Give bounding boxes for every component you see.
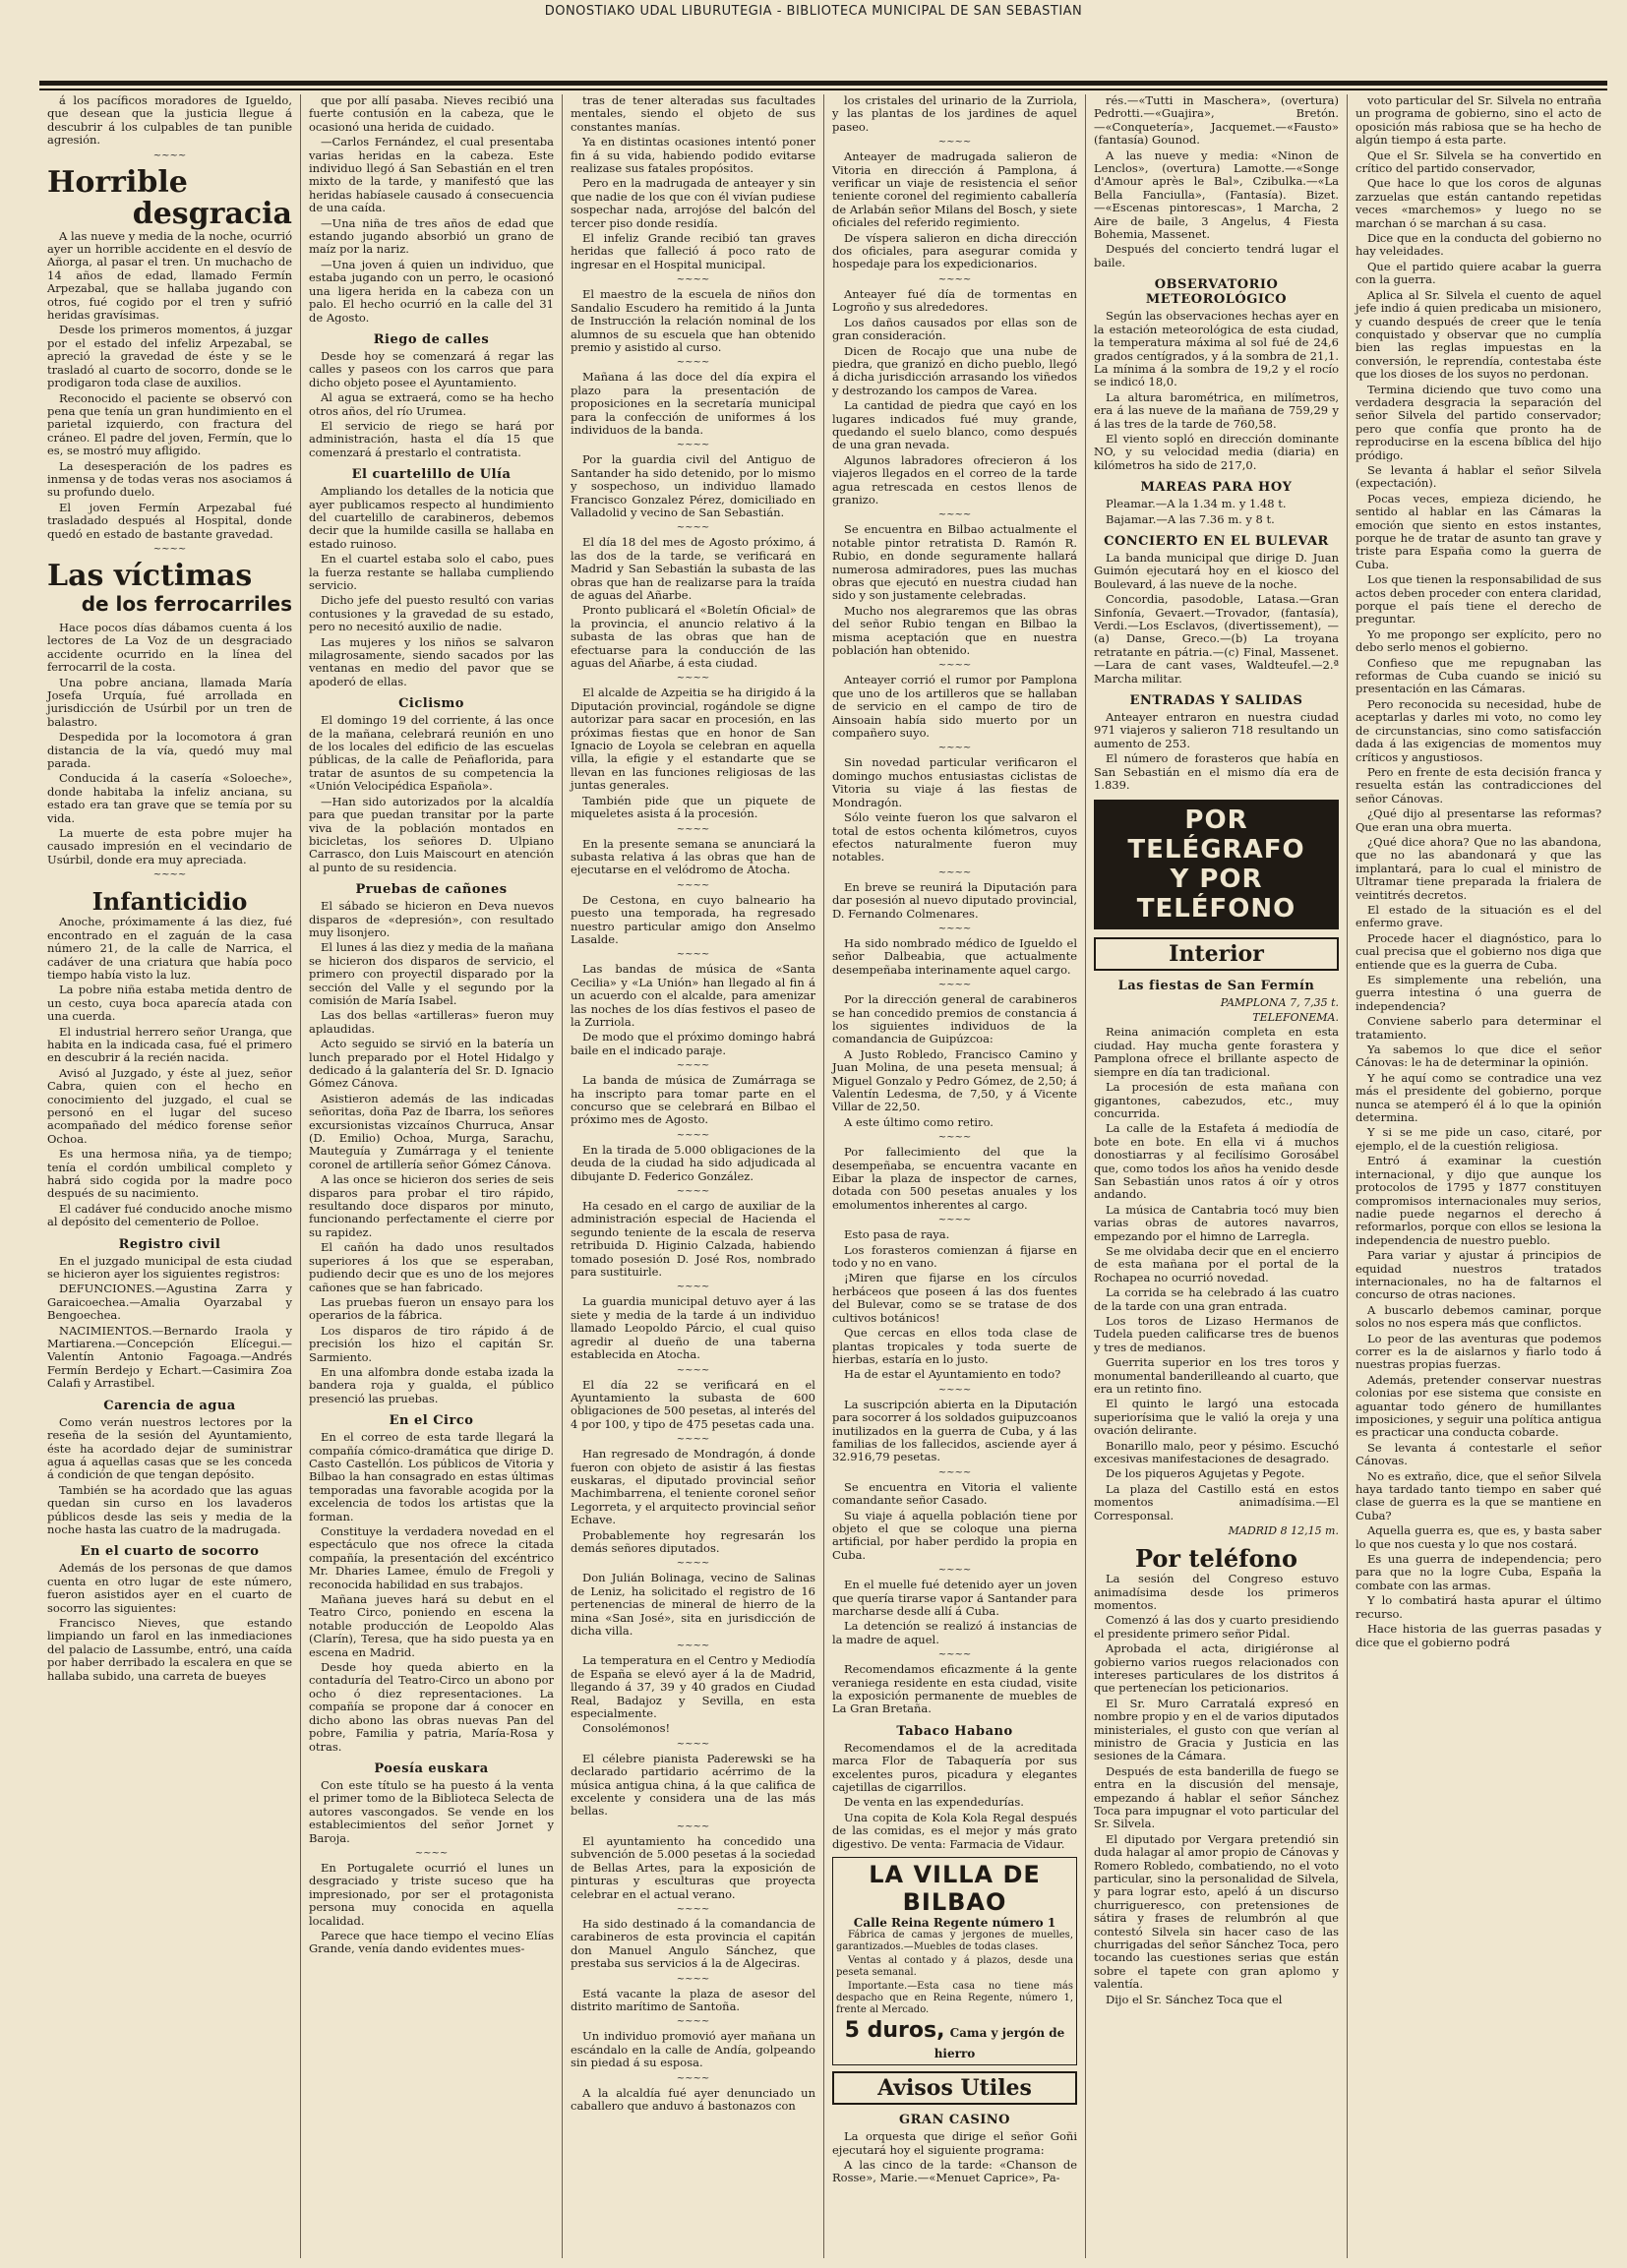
article-paragraph: Las bandas de música de «Santa Cecilia» y «La Unión» han llegado al fin á un acuerdo con el alcalde, para amenizar las noches de los días festivos el paseo de la Zurriola. xyxy=(571,962,815,1029)
article-paragraph: Algunos labradores ofrecieron á los viajeros llegados en el correo de la tarde agua retrescada en cestos llenos de granizo. xyxy=(832,452,1077,507)
article-paragraph: La corrida se ha celebrado á las cuatro de la tarde con una gran entrada. xyxy=(1094,1285,1339,1313)
article-paragraph: En la presente semana se anunciará la subasta relativa á las obras que han de ejecutarse en el velódromo de Atocha. xyxy=(571,836,815,877)
article-paragraph: Ha de estar el Ayuntamiento en todo? xyxy=(844,1367,1061,1382)
ornament: ~~~~ xyxy=(676,879,710,891)
article-paragraph: La orquesta que dirige el señor Goñi ejecutará hoy el siguiente programa: xyxy=(832,2129,1077,2157)
article-paragraph: Conviene saberlo para determinar el tratamiento. xyxy=(1356,1014,1601,1042)
dateline-telefonema: TELEFONEMA. xyxy=(1252,1011,1339,1025)
article-paragraph: A Justo Robledo, Francisco Camino y Juan Molina, de una peseta mensual; á Miguel Gonzalo y Pedro Gómez, de 2,50; á Valentín Ledesma, de 7,50, y á Vicente Villar de 22,50. xyxy=(832,1046,1077,1114)
article-paragraph: La cantidad de piedra que cayó en los lugares indicados fué muy grande, quedando el suelo blanco, como después de una gran nevada. xyxy=(832,398,1077,452)
article-paragraph: Conducida á la casería «Soloeche», donde habitaba la infeliz anciana, su estado era tan grave que se temía por su vida. xyxy=(47,771,292,825)
article-paragraph: Y he aquí como se contradice una vez más el presidente del gobierno, porque nunca se atemperó él á lo que la opinión determina. xyxy=(1356,1070,1601,1125)
article-paragraph: El maestro de la escuela de niños don Sandalio Escudero ha remitido á la Junta de Instrucción la relación nominal de los alumnos de su escuela que han obtenido premio y asistido al curso. xyxy=(571,287,815,354)
article-paragraph: Mañana á las doce del día expira el plazo para la presentación de proposiciones en la secretaría municipal para la confección de uniformes á los individuos de la banda. xyxy=(571,370,815,437)
article-paragraph: Ha cesado en el cargo de auxiliar de la administración especial de Hacienda el segundo teniente de la escala de reserva retribuida D. Higinio Calzada, habiendo tomado posesión D. José Ros, nombrado para sustituirle. xyxy=(571,1199,815,1280)
article-paragraph: Es una hermosa niña, ya de tiempo; tenía el cordón umbilical completo y habrá sido cogida por la madre poco después de su nacimiento. xyxy=(47,1147,292,1201)
headline-por-telefono: Por teléfono xyxy=(1135,1544,1297,1574)
article-paragraph: De los piqueros Agujetas y Pegote. xyxy=(1106,1466,1305,1481)
article-paragraph: Mucho nos alegraremos que las obras del señor Rubio tengan en Bilbao la misma aceptación que en nuestra población han obtenido. xyxy=(832,603,1077,658)
article-paragraph: Se me olvidaba decir que en el encierro de esta mañana por el portal de la Rochapea no ocurrió novedad. xyxy=(1094,1243,1339,1284)
column-1 xyxy=(39,94,301,2258)
article-paragraph: El estado de la situación es el del enfermo grave. xyxy=(1356,902,1601,930)
article-paragraph: A las once se hicieron dos series de seis disparos para probar el tiro rápido, resultando doce disparos por minuto, funcionando perfectamente el cierre por su rapidez. xyxy=(309,1172,554,1239)
article-paragraph: Pleamar.—A la 1.34 m. y 1.48 t. xyxy=(1106,497,1287,511)
section-title-interior: Interior xyxy=(1094,937,1339,971)
section-title-bulevar: CONCIERTO EN EL BULEVAR xyxy=(1104,533,1329,549)
article-paragraph: Es una guerra de independencia; pero para que no la logre Cuba, España la combate con las armas. xyxy=(1356,1552,1601,1592)
columns xyxy=(39,94,1613,2258)
article-paragraph: Entró á examinar la cuestión internacional, y dijo que aunque los protocolos de 1795 y 1877 constituyen compromisos internacionales muy serios, nadie puede negarnos el derecho á reformarlos, porque con ellos se lesiona la independencia de nuestro pueblo. xyxy=(1356,1154,1601,1247)
section-title-mareas: MAREAS PARA HOY xyxy=(1140,480,1293,496)
article-paragraph: Parece que hace tiempo el vecino Elías Grande, venía dando evidentes mues- xyxy=(309,1928,554,1956)
article-paragraph: Concordia, pasodoble, Latasa.—Gran Sinfonía, Gevaert.—Trovador, (fantasía), Verdi.—Los Esclavos, (divertissement), —(a) Danse, Greco.—(b) La troyana retratante en pátria.—(c) Final, Massenet.—Lara de cant vases, Waldteufel.—2.ª Marcha militar. xyxy=(1094,592,1339,686)
article-paragraph: Los toros de Lizaso Hermanos de Tudela pueden calificarse tres de buenos y tres de medianos. xyxy=(1094,1314,1339,1354)
article-paragraph: La muerte de esta pobre mujer ha causado impresión en el vecindario de Usúrbil, donde era muy apreciada. xyxy=(47,826,292,866)
article-paragraph: La banda de música de Zumárraga se ha inscripto para tomar parte en el concurso que se celebrará en Bilbao el próximo mes de Agosto. xyxy=(571,1073,815,1127)
article-paragraph: Se levanta á contestarle el señor Cánovas. xyxy=(1356,1440,1601,1468)
article-paragraph: Es simplemente una rebelión, una guerra intestina ó una guerra de independencia? xyxy=(1356,973,1601,1013)
article-paragraph: ¿Qué dice ahora? Que no las abandona, que no las abandonará y que las implantará, para lo cual el ministro de Ultramar tiene preparada la frialera de veintitrés decretos. xyxy=(1356,834,1601,902)
article-paragraph: El industrial herrero señor Uranga, que habita en la indicada casa, fué el primero en descubrir á la recién nacida. xyxy=(47,1024,292,1065)
article-paragraph: Dijo el Sr. Sánchez Toca que el xyxy=(1106,1992,1283,2006)
advertisement-villa-bilbao xyxy=(832,1857,1077,2065)
article-paragraph: El joven Fermín Arpezabal fué trasladado después al Hospital, donde quedó en estado de bastante gravedad. xyxy=(47,500,292,541)
article-paragraph: La música de Cantabria tocó muy bien varias obras de autores navarros, empezando por el himno de Larregla. xyxy=(1094,1202,1339,1243)
article-paragraph: El Sr. Muro Carratalá expresó en nombre propio y en el de varios diputados ministeriales, el gusto con que verían al ministro de Gracia y Justicia en las sesiones de la Cámara. xyxy=(1094,1696,1339,1763)
article-paragraph: Su viaje á aquella población tiene por objeto el que se coloque una pierna artificial, por haber perdido la propia en Cuba. xyxy=(832,1508,1077,1562)
article-paragraph: Reina animación completa en esta ciudad. Hay mucha gente forastera y Pamplona ofrece el brillante aspecto de siempre en día tan tradicional. xyxy=(1094,1025,1339,1079)
ornament: ~~~~ xyxy=(676,440,710,451)
article-paragraph: La temperatura en el Centro y Mediodía de España se elevó ayer á la de Madrid, llegando á 37, 39 y 40 grados en Ciudad Real, Badajoz y Sevilla, en esta especialmente. xyxy=(571,1653,815,1721)
ornament: ~~~~ xyxy=(937,1384,972,1396)
article-paragraph: La calle de la Estafeta á mediodía de bote en bote. En ella vi á muchos donostiarras y al fecilísimo Gorosábel que, como todos los años ha venido desde San Sebastián unos ratos á oír y otros andando. xyxy=(1094,1121,1339,1202)
ornament: ~~~~ xyxy=(676,2072,710,2084)
telegraph-banner-line-2: Y POR TELÉFONO xyxy=(1136,865,1296,925)
ornament: ~~~~ xyxy=(676,673,710,685)
article-paragraph: Las dos bellas «artilleras» fueron muy aplaudidas. xyxy=(309,1008,554,1036)
article-paragraph: Anteayer entraron en nuestra ciudad 971 viajeros y salieron 718 resultando un aumento de 253. xyxy=(1094,710,1339,750)
article-paragraph: El célebre pianista Paderewski se ha declarado partidario acérrimo de la música antigua china, á la que califica de excelente y considera una de las más bellas. xyxy=(571,1751,815,1819)
article-paragraph: Después del concierto tendrá lugar el baile. xyxy=(1094,242,1339,269)
ornament: ~~~~ xyxy=(152,543,187,555)
section-title-ulia: El cuartelillo de Ulía xyxy=(351,467,512,483)
article-paragraph: Se encuentra en Vitoria el valiente comandante señor Casado. xyxy=(832,1479,1077,1508)
ornament: ~~~~ xyxy=(937,1132,972,1144)
ornament: ~~~~ xyxy=(676,274,710,286)
ornament: ~~~~ xyxy=(676,522,710,534)
article-paragraph: De venta en las expendedurías. xyxy=(844,1795,1024,1810)
article-paragraph: Que el partido quiere acabar la guerra con la guerra. xyxy=(1356,259,1601,287)
article-paragraph: —Una joven á quien un individuo, que estaba jugando con un perro, le ocasionó una ligera herida en la cabeza con un palo. El hecho ocurrió en la calle del 31 de Agosto. xyxy=(309,257,554,325)
article-paragraph: Ya en distintas ocasiones intentó poner fin á su vida, habiendo podido evitarse realizase sus fatales propósitos. xyxy=(571,135,815,176)
column-2 xyxy=(301,94,563,2258)
article-paragraph: Ya sabemos lo que dice el señor Cánovas: le ha de determinar la opinión. xyxy=(1356,1043,1601,1070)
article-paragraph: NACIMIENTOS.—Bernardo Iraola y Martiarena.—Concepción Elícegui.—Valentín Antonio Fagoaga.—Andrés Fermín Berdejo y Echart.—Casimira Zoa Calafi y Arrastibel. xyxy=(47,1323,292,1391)
article-paragraph: Procede hacer el diagnóstico, para lo cual precisa que el gobierno nos diga que entiende que es la guerra de Cuba. xyxy=(1356,930,1601,972)
ornament: ~~~~ xyxy=(937,660,972,672)
ad-title: LA VILLA DE BILBAO xyxy=(869,1861,1041,1917)
ornament: ~~~~ xyxy=(676,1641,710,1652)
article-paragraph: En breve se reunirá la Diputación para dar posesión al nuevo diputado provincial, D. Fernando Colmenares. xyxy=(832,879,1077,921)
telegraph-banner-line-1: POR TELÉGRAFO xyxy=(1127,806,1305,865)
article-paragraph: —Han sido autorizados por la alcaldía para que puedan transitar por la parte viva de la población montados en bicicletas, los señores D. Ulpiano Carrasco, don Luis Maiscourt en atención al punto de su residencia. xyxy=(309,794,554,874)
section-title-tabaco: Tabaco Habano xyxy=(896,1723,1013,1739)
article-paragraph: Para variar y ajustar á principios de equidad nuestros tratados internacionales, no ha de faltarnos el concurso de otras naciones. xyxy=(1356,1248,1601,1302)
article-paragraph: La sesión del Congreso estuvo animadísima desde los primeros momentos. xyxy=(1094,1572,1339,1612)
article-paragraph: A buscarlo debemos caminar, porque solos no nos espera más que conflictos. xyxy=(1356,1302,1601,1331)
ornament: ~~~~ xyxy=(937,866,972,878)
article-paragraph: Consolémonos! xyxy=(582,1721,671,1736)
article-paragraph: No es extraño, dice, que el señor Silvela haya tardado tanto tiempo en saber qué clase de guerra es la que se mantiene en Cuba? xyxy=(1356,1468,1601,1522)
dateline-madrid: MADRID 8 12,15 m. xyxy=(1228,1524,1339,1538)
article-paragraph: El lunes á las diez y media de la mañana se hicieron dos disparos de servicio, el primero con proyectil disparado por la sección del Valle y el segundo por la comisión de María Isabel. xyxy=(309,940,554,1007)
article-paragraph: Asistieron además de las indicadas señoritas, doña Paz de Ibarra, los señores excursionistas vizcaínos Churruca, Ansar (D. Emilio) Ochoa, Murga, Sarachu, Mauteguía y Zumárraga y el teniente coronel de artillería señor Gómez Cánova. xyxy=(309,1091,554,1171)
article-paragraph: Yo me propongo ser explícito, pero no debo serlo menos el gobierno. xyxy=(1356,627,1601,655)
article-paragraph: La suscripción abierta en la Diputación para socorrer á los soldados guipuzcoanos inutilizados en la guerra de Cuba, y á las familias de los fallecidos, asciende ayer á 32.916,79 pesetas. xyxy=(832,1397,1077,1464)
section-title-carencia: Carencia de agua xyxy=(103,1398,236,1413)
ornament: ~~~~ xyxy=(937,1466,972,1478)
article-paragraph: Se levanta á hablar el señor Silvela (expectación). xyxy=(1356,462,1601,491)
article-paragraph: De Cestona, en cuyo balneario ha puesto una temporada, ha regresado nuestro particular amigo don Anselmo Lasalde. xyxy=(571,892,815,946)
article-paragraph: Bajamar.—A las 7.36 m. y 8 t. xyxy=(1106,511,1275,526)
article-paragraph: Hace historia de las guerras pasadas y dice que el gobierno podrá xyxy=(1356,1622,1601,1649)
article-paragraph: El sábado se hicieron en Deva nuevos disparos de «depresión», con resultado muy lisonjero. xyxy=(309,899,554,939)
article-paragraph: Pero en la madrugada de anteayer y sin que nadie de los que con él vivían pudiese sospechar nada, arrojóse del balcón del tercer piso donde residía. xyxy=(571,176,815,230)
ornament: ~~~~ xyxy=(937,1215,972,1226)
article-paragraph: rés.—«Tutti in Maschera», (overtura) Pedrotti.—«Guajira», Bretón.—«Conquetería», Jacquemet.—«Fausto» (fantasía) Gounod. xyxy=(1094,94,1339,148)
section-title-circo: En el Circo xyxy=(389,1413,474,1429)
article-paragraph: En el cuartel estaba solo el cabo, pues la fuerza restante se hallaba cumpliendo servicio. xyxy=(309,552,554,592)
article-paragraph: ¡Miren que fijarse en los círculos herbáceos que poseen á las dos fuentes del Bulevar, como se se tratase de dos cultivos botánicos! xyxy=(832,1271,1077,1325)
article-paragraph: A la alcaldía fué ayer denunciado un caballero que anduvo á bastonazos con xyxy=(571,2085,815,2113)
article-paragraph: Esto pasa de raya. xyxy=(844,1227,950,1242)
headline-horrible: Horrible xyxy=(47,164,188,200)
article-paragraph: En Portugalete ocurrió el lunes un desgraciado y triste suceso que ha impresionado, por ser el protagonista persona muy conocida en aquella localidad. xyxy=(309,1860,554,1928)
column-5 xyxy=(1086,94,1348,2258)
article-paragraph: El diputado por Vergara pretendió sin duda halagar al amor propio de Cánovas y Romero Robledo, combatiendo, no el voto particular, sino la personalidad de Silvela, y para lograr esto, apeló á un discurso churrigueresco, con pretensiones de sátira y frases de relumbrón al que contestó Silvela sin hacer caso de las churrigadas del señor Sánchez Toca, pero tocando las cuestiones serias que están sobre el tapete con gran aplomo y valentía. xyxy=(1094,1831,1339,1992)
article-paragraph: Una copita de Kola Kola Regal después de las comidas, es el mejor y más grato digestivo. De venta: Farmacia de Vidaur. xyxy=(832,1810,1077,1851)
section-title-canones: Pruebas de cañones xyxy=(355,882,508,898)
ad-price: 5 duros, xyxy=(844,2018,945,2044)
article-paragraph: Los disparos de tiro rápido á de precisión los hizo el capitán Sr. Sarmiento. xyxy=(309,1323,554,1364)
section-title-socorro: En el cuarto de socorro xyxy=(80,1544,260,1560)
article-paragraph: Guerrita superior en los tres toros y monumental banderilleando al cuarto, que era un retinto fino. xyxy=(1094,1355,1339,1397)
top-rule-thin xyxy=(39,89,1607,90)
headline-victimas: Las víctimas xyxy=(47,558,253,593)
article-paragraph: Desde los primeros momentos, á juzgar por el estado del infeliz Arpezabal, se apreció la gravedad de éste y se le trasladó al cuarto de socorro, donde se le prodigaron toda clase de auxilios. xyxy=(47,323,292,390)
article-paragraph: Una pobre anciana, llamada María Josefa Urquía, fué arrollada en jurisdicción de Usúrbil por un tren de balastro. xyxy=(47,675,292,729)
article-paragraph: De víspera salieron en dicha dirección dos oficiales, para asegurar comida y hospedaje para los expedicionarios. xyxy=(832,230,1077,271)
article-paragraph: Se encuentra en Bilbao actualmente el notable pintor retratista D. Ramón R. Rubio, en donde seguramente hallará numerosa admiradores, pues las muchas obras que ejecutó en nuestra ciudad han sido y son justamente celebradas. xyxy=(832,522,1077,603)
article-paragraph: El quinto le largó una estocada superiorísima que le valió la oreja y una ovación delirante. xyxy=(1094,1397,1339,1438)
article-paragraph: Recomendamos el de la acreditada marca Flor de Tabaquería por sus excelentes puros, picadura y elegantes cajetillas de cigarrillos. xyxy=(832,1740,1077,1795)
ad-subtitle: Calle Reina Regente número 1 xyxy=(853,1916,1056,1931)
ornament: ~~~~ xyxy=(676,823,710,835)
article-paragraph: Los daños causados por ellas son de gran consideración. xyxy=(832,315,1077,343)
ornament: ~~~~ xyxy=(414,1847,449,1859)
article-paragraph: A las nueve y media de la noche, ocurrió ayer un horrible accidente en el desvío de Añorga, al pasar el tren. Un muchacho de 14 años de edad, llamado Fermín Arpezabal, que se hallaba jugando con otros, fué cogido por el tren y sufrió heridas gravísimas. xyxy=(47,228,292,323)
article-paragraph: Ha sido destinado á la comandancia de carabineros de esta provincia el capitán don Manuel Angulo Sánchez, que prestaba sus servicios á la de Algeciras. xyxy=(571,1916,815,1971)
article-paragraph: De modo que el próximo domingo habrá baile en el indicado paraje. xyxy=(571,1030,815,1057)
article-paragraph: Dicen de Rocajo que una nube de piedra, que granizó en dicho pueblo, llegó á dicha jurisdicción arrasando los viñedos y destrozando los campos de Varea. xyxy=(832,343,1077,397)
article-paragraph: Francisco Nieves, que estando limpiando un farol en las inmediaciones del palacio de Lassumbe, entró, una caída por haber derribado la escalera en que se hallaba subido, una carreta de bueyes xyxy=(47,1615,292,1683)
ornament: ~~~~ xyxy=(676,1738,710,1750)
article-paragraph: Ha sido nombrado médico de Igueldo el señor Dalbeabia, que actualmente desempeñaba interinamente aquel cargo. xyxy=(832,935,1077,977)
dateline-pamplona: PAMPLONA 7, 7,35 t. xyxy=(1220,996,1339,1010)
section-title-poesia: Poesía euskara xyxy=(374,1761,489,1776)
article-paragraph: Pero en frente de esta decisión franca y resuelta están las contradicciones del señor Cánovas. xyxy=(1356,764,1601,806)
article-paragraph: Además de los personas de que damos cuenta en otro lugar de este número, fueron asistidos ayer en el cuarto de socorro las siguientes: xyxy=(47,1561,292,1615)
section-title-avisos: Avisos Utiles xyxy=(832,2071,1077,2105)
article-paragraph: —Carlos Fernández, el cual presentaba varias heridas en la cabeza. Este individuo llegó á San Sebastián en el tren mixto de la tarde, y manifestó que las heridas habíasele causado á consecuencia de una caída. xyxy=(309,135,554,215)
avisos-casino: GRAN CASINO xyxy=(898,2113,1010,2128)
article-paragraph: El domingo 19 del corriente, á las once de la mañana, celebrará reunión en uno de los locales del edificio de las escuelas públicas, de la calle de Peñaflorida, para tratar de asuntos de su competencia la «Unión Velocipédica Española». xyxy=(309,713,554,794)
article-paragraph: ¿Qué dijo al presentarse las reformas? Que eran una obra muerta. xyxy=(1356,806,1601,834)
ornament: ~~~~ xyxy=(937,509,972,521)
article-paragraph: Que cercas en ellos toda clase de plantas tropicales y toda suerte de hierbas, estaría en lo justo. xyxy=(832,1326,1077,1366)
article-paragraph: Comenzó á las dos y cuarto presidiendo el presidente primero señor Pidal. xyxy=(1094,1613,1339,1641)
article-paragraph: Después de esta banderilla de fuego se entra en la discusión del mensaje, empezando á hablar el señor Sánchez Toca para impugnar el voto particular del Sr. Silvela. xyxy=(1094,1763,1339,1831)
article-paragraph: Por fallecimiento del que la desempeñaba, se encuentra vacante en Eibar la plaza de inspector de carnes, dotada con 500 pesetas anuales y los emolumentos inherentes al cargo. xyxy=(832,1145,1077,1212)
article-paragraph: Anteayer de madrugada salieron de Vitoria en dirección á Pamplona, á verificar un viaje de resistencia el señor teniente coronel del regimiento caballería de Arlabán señor Milans del Bosch, y siete oficiales del referido regimiento. xyxy=(832,149,1077,230)
article-paragraph: El servicio de riego se hará por administración, hasta el día 15 que comenzará á prestarlo el contratista. xyxy=(309,418,554,459)
article-paragraph: La desesperación de los padres es inmensa y de todas veras nos asociamos á su profundo duelo. xyxy=(47,458,292,500)
article-paragraph: Que hace lo que los coros de algunas zarzuelas que están cantando repetidas veces «marchemos» y luego no se marchan ó se marchan á su casa. xyxy=(1356,176,1601,230)
ornament: ~~~~ xyxy=(937,273,972,285)
article-paragraph: Constituye la verdadera novedad en el espectáculo que nos ofrece la citada compañía, la presentación del excéntrico Mr. Dharies Lamee, émulo de Fregoli y reconocida habilidad en sus trabajos. xyxy=(309,1524,554,1591)
intro-paragraph: á los pacíficos moradores de Igueldo, que desean que la justicia llegue á descubrir á los culpables de tan punible agresión. xyxy=(47,94,292,148)
section-title-ciclismo: Ciclismo xyxy=(398,696,464,712)
headline-infanticidio: Infanticidio xyxy=(91,887,248,917)
article-paragraph: El alcalde de Azpeitia se ha dirigido á la Diputación provincial, rogándole se digne autorizar para sacar en procesión, en las próximas fiestas que en honor de San Ignacio de Loyola se celebran en aquella villa, la efigie y el estandarte que se llevan en las funciones religiosas de las juntas generales. xyxy=(571,686,815,793)
ornament: ~~~~ xyxy=(676,949,710,961)
column-4 xyxy=(824,94,1086,2258)
article-paragraph: La guardia municipal detuvo ayer á las siete y media de la tarde á un individuo llamado Leopoldo Párcio, el cual quiso agredir al dueño de una taberna establecida en Atocha. xyxy=(571,1294,815,1362)
ornament: ~~~~ xyxy=(676,1129,710,1141)
article-paragraph: El cañón ha dado unos resultados superiores á los que se esperaban, pudiendo decir que es uno de los mejores cañones que se han fabricado. xyxy=(309,1240,554,1294)
article-paragraph: El día 22 se verificará en el Ayuntamiento la subasta de 600 obligaciones de 500 pesetas, al interés del 4 por 100, y tipo de 475 pesetas cada una. xyxy=(571,1377,815,1431)
ornament: ~~~~ xyxy=(676,1558,710,1570)
article-paragraph: —Una niña de tres años de edad que estando jugando absorbió un grano de maíz por la nariz. xyxy=(309,215,554,257)
article-paragraph: En el muelle fué detenido ayer un joven que quería tirarse vapor á Santander para marcharse desde allí á Cuba. xyxy=(832,1578,1077,1618)
ornament: ~~~~ xyxy=(937,980,972,991)
article-paragraph: Que el Sr. Silvela se ha convertido en crítico del partido conservador, xyxy=(1356,148,1601,176)
article-paragraph: Dicho jefe del puesto resultó con varias contusiones y la gravedad de su estado, pero no necesitó auxilio de nadie. xyxy=(309,593,554,634)
article-paragraph: Está vacante la plaza de asesor del distrito marítimo de Santoña. xyxy=(571,1986,815,2013)
article-paragraph: Según las observaciones hechas ayer en la estación meteorológica de esta ciudad, la temperatura máxima al sol fué de 24,6 grados centígrados, y á la sombra de 21,1. La mínima á la sombra de 19,2 y el rocío se indicó 18,0. xyxy=(1094,309,1339,389)
telegraph-banner xyxy=(1094,800,1339,929)
article-paragraph: Don Julián Bolinaga, vecino de Salinas de Leniz, ha solicitado el registro de 16 pertenencias de mineral de hierro de la mina «San José», sita en jurisdicción de dicha villa. xyxy=(571,1571,815,1638)
ad-price-rest: Cama y jergón de hierro xyxy=(934,2026,1065,2061)
article-paragraph: A las nueve y media: «Ninon de Lenclos», (overtura) Lamotte.—«Songe d'Amour après le Bal», Czibulka.—«La Bella Fanciulla», (Fantasía). Bizet.—«Escenas pintorescas», 1 Marcha, 2 Aire de baile, 3 Angelus, 4 Fiesta Bohemia, Massenet. xyxy=(1094,148,1339,242)
article-paragraph: Acto seguido se sirvió en la batería un lunch preparado por el Hotel Hidalgo y dedicado á la galantería del Sr. D. Ignacio Gómez Cánova. xyxy=(309,1037,554,1091)
article-paragraph: La altura barométrica, en milímetros, era á las nueve de la mañana de 759,29 y á las tres de la tarde de 760,58. xyxy=(1094,389,1339,431)
article-paragraph: En una alfombra donde estaba izada la bandera roja y gualda, el público presenció las pruebas. xyxy=(309,1364,554,1405)
article-paragraph: Mañana jueves hará su debut en el Teatro Circo, poniendo en escena la notable producción de Leopoldo Alas (Clarín), Teresa, que ha sido puesta ya en escena en Madrid. xyxy=(309,1592,554,1659)
article-paragraph: Avisó al Juzgado, y éste al juez, señor Cabra, quien con el hecho en conocimiento del juzgado, el cual se personó en el lugar del suceso acompañado del médico forense señor Ochoa. xyxy=(47,1065,292,1146)
article-paragraph: Confieso que me repugnaban las reformas de Cuba cuando se inició su presentación en las Cámaras. xyxy=(1356,655,1601,696)
article-paragraph: Ampliando los detalles de la noticia que ayer publicamos respecto al hundimiento del cuartelillo de carabineros, debemos decir que la humilde casilla se hallaba en estado ruinoso. xyxy=(309,484,554,551)
section-title-fiestas: Las fiestas de San Fermín xyxy=(1117,979,1315,994)
ornament: ~~~~ xyxy=(676,2016,710,2028)
column-3 xyxy=(563,94,824,2258)
headline-ferrocarriles: de los ferrocarriles xyxy=(81,591,292,616)
ornament: ~~~~ xyxy=(937,743,972,754)
article-paragraph: voto particular del Sr. Silvela no entraña un programa de gobierno, sino el acto de oposición más rabiosa que se ha hecho de algún tiempo á esta parte. xyxy=(1356,94,1601,148)
section-title-riego: Riego de calles xyxy=(373,331,490,347)
article-paragraph: Bonarillo malo, peor y pésimo. Escuchó excesivas manifestaciones de desagrado. xyxy=(1094,1438,1339,1466)
article-paragraph: Además, pretender conservar nuestras colonias por ese sistema que consiste en aguantar todo género de humillantes imposiciones, y seguir una política antigua es practicar una conducta cobarde. xyxy=(1356,1372,1601,1440)
article-paragraph: Por la dirección general de carabineros se han concedido premios de constancia á los siguientes individuos de la comandancia de Guipúzcoa: xyxy=(832,992,1077,1046)
article-paragraph: Con este título se ha puesto á la venta el primer tomo de la Biblioteca Selecta de autores vascongados. Se vende en los establecimientos del señor Jornet y Baroja. xyxy=(309,1777,554,1845)
ad-body: Fábrica de camas y jergones de muelles, garantizados.—Muebles de todas clases. xyxy=(836,1930,1073,1953)
ornament: ~~~~ xyxy=(937,1565,972,1577)
article-paragraph: Han regresado de Mondragón, á donde fueron con objeto de asistir á las fiestas euskaras, el diputado provincial señor Machimbarrena, el teniente coronel señor Legorreta, y el arquitecto provincial señor Echave. xyxy=(571,1447,815,1527)
article-paragraph: Los que tienen la responsabilidad de sus actos deben proceder con entera claridad, porque el país tiene el derecho de preguntar. xyxy=(1356,572,1601,627)
article-paragraph: los cristales del urinario de la Zurriola, y las plantas de los jardines de aquel paseo. xyxy=(832,94,1077,134)
article-paragraph: Un individuo promovió ayer mañana un escándalo en la calle de Andía, golpeando sin piedad á su esposa. xyxy=(571,2029,815,2070)
article-paragraph: Las pruebas fueron un ensayo para los operarios de la fábrica. xyxy=(309,1294,554,1323)
article-paragraph: La detención se realizó á instancias de la madre de aquel. xyxy=(832,1619,1077,1646)
top-rule xyxy=(39,81,1607,86)
article-paragraph: Aprobada el acta, dirigiéronse al gobierno varios ruegos relacionados con intereses particulares de los distritos á que pertenecían los peticionarios. xyxy=(1094,1641,1339,1696)
headline-desgracia: desgracia xyxy=(132,196,292,231)
article-paragraph: tras de tener alteradas sus facultades mentales, siendo el objeto de sus constantes manías. xyxy=(571,94,815,134)
ornament: ~~~~ xyxy=(676,357,710,369)
article-paragraph: También pide que un piquete de miqueletes asista á la procesión. xyxy=(571,793,815,821)
ornament: ~~~~ xyxy=(676,1903,710,1915)
article-paragraph: Termina diciendo que tuvo como una verdadera desgracia la separación del señor Silvela del partido conservador; pero que confía que pronto ha de reproducirse en la escena bíblica del hijo pródigo. xyxy=(1356,382,1601,462)
article-paragraph: El día 18 del mes de Agosto próximo, á las dos de la tarde, se verificará en Madrid y San Sebastián la subasta de las obras que han de realizarse para la traída de aguas del Añarbe. xyxy=(571,535,815,602)
article-paragraph: El ayuntamiento ha concedido una subvención de 5.000 pesetas á la sociedad de Bellas Artes, para la exposición de pinturas y esculturas que proyecta celebrar en el actual verano. xyxy=(571,1833,815,1901)
article-paragraph: En el correo de esta tarde llegará la compañía cómico-dramática que dirige D. Casto Castellón. Los públicos de Vitoria y Bilbao la han consagrado en estas últimas temporadas una favorable acogida por la excelencia de todos los artistas que la forman. xyxy=(309,1430,554,1523)
article-paragraph: Aplica al Sr. Silvela el cuento de aquel jefe indio á quien predicaba un misionero, y cuando después de creer que le tenía conquistado y observar que no cumplía bien las reglas impuestas en la conversión, le reprendía, contestaba éste que los dioses de los suyos no perdonan. xyxy=(1356,287,1601,382)
article-paragraph: El viento sopló en dirección dominante NO, y su velocidad media (diaria) en kilómetros ha sido de 217,0. xyxy=(1094,431,1339,472)
ornament: ~~~~ xyxy=(676,1282,710,1293)
article-paragraph: A las cinco de la tarde: «Chanson de Rosse», Marie.—«Menuet Caprice», Pa- xyxy=(832,2157,1077,2185)
article-paragraph: Sólo veinte fueron los que salvaron el total de estos ochenta kilómetros, cuyos efectos naturalmente fueron muy notables. xyxy=(832,810,1077,865)
section-title-registro: Registro civil xyxy=(118,1236,221,1252)
article-paragraph: que por allí pasaba. Nieves recibió una fuerte contusión en la cabeza, que le ocasionó una herida de cuidado. xyxy=(309,94,554,134)
article-paragraph: La plaza del Castillo está en estos momentos animadísima.—El Corresponsal. xyxy=(1094,1481,1339,1522)
article-paragraph: Desde hoy queda abierto en la contaduría del Teatro-Circo un abono por ocho ó diez representaciones. La compañía se propone dar á conocer en dicho abono las obras nuevas Pan del pobre, Familia y patria, María-Rosa y otras. xyxy=(309,1660,554,1754)
ornament: ~~~~ xyxy=(676,1820,710,1832)
ad-important: Importante.—Esta casa no tiene más despacho que en Reina Regente, número 1, frente al Mercado. xyxy=(836,1981,1073,2016)
article-paragraph: Reconocido el paciente se observó con pena que tenía un gran hundimiento en el parietal izquierdo, con fractura del cráneo. El padre del joven, Fermín, que lo es, se mostró muy afligido. xyxy=(47,390,292,458)
ornament: ~~~~ xyxy=(152,869,187,881)
article-paragraph: DEFUNCIONES.—Agustina Zarra y Garaicoechea.—Amalia Oyarzabal y Bengoechea. xyxy=(47,1282,292,1323)
ornament: ~~~~ xyxy=(676,1434,710,1446)
ornament: ~~~~ xyxy=(937,137,972,149)
ornament: ~~~~ xyxy=(676,1060,710,1072)
article-paragraph: Anoche, próximamente á las diez, fué encontrado en el zaguán de la casa número 21, de la calle de Narrica, el cadáver de una criatura que había poco tiempo había visto la luz. xyxy=(47,915,292,982)
ornament: ~~~~ xyxy=(676,1186,710,1198)
article-paragraph: Al agua se extraerá, como se ha hecho otros años, del río Urumea. xyxy=(309,390,554,418)
article-paragraph: Probablemente hoy regresarán los demás señores diputados. xyxy=(571,1527,815,1555)
article-paragraph: El infeliz Grande recibió tan graves heridas que falleció á poco rato de ingresar en el Hospital municipal. xyxy=(571,231,815,271)
article-paragraph: Recomendamos eficazmente á la gente veraniega residente en esta ciudad, visite la exposición permanente de muebles de La Gran Bretaña. xyxy=(832,1662,1077,1716)
section-title-observatorio: OBSERVATORIO METEOROLÓGICO xyxy=(1145,277,1288,308)
column-6 xyxy=(1348,94,1609,2258)
article-paragraph: El número de forasteros que había en San Sebastián en el mismo día era de 1.839. xyxy=(1094,751,1339,793)
article-paragraph: Aquella guerra es, que es, y basta saber lo que nos cuesta y lo que nos costará. xyxy=(1356,1523,1601,1551)
ornament: ~~~~ xyxy=(937,923,972,934)
article-paragraph: El cadáver fué conducido anoche mismo al depósito del cementerio de Polloe. xyxy=(47,1201,292,1229)
article-paragraph: La procesión de esta mañana con gigantones, cabezudos, etc., muy concurrida. xyxy=(1094,1080,1339,1120)
library-source-note: DONOSTIAKO UDAL LIBURUTEGIA - BIBLIOTECA MUNICIPAL DE SAN SEBASTIAN xyxy=(544,4,1083,19)
article-paragraph: Anteayer corrió el rumor por Pamplona que uno de los artilleros que se hallaban de servicio en el campo de tiro de Ainsoain había sido muerto por un compañero suyo. xyxy=(832,673,1077,741)
article-paragraph: Hace pocos días dábamos cuenta á los lectores de La Voz de un desgraciado accidente ocurrido en la línea del ferrocarril de la costa. xyxy=(47,620,292,675)
article-paragraph: Sin novedad particular verificaron el domingo muchos entusiastas ciclistas de Vitoria su viaje á las fiestas de Mondragón. xyxy=(832,755,1077,809)
ad-body-2: Ventas al contado y á plazos, desde una peseta semanal. xyxy=(836,1955,1073,1979)
article-paragraph: Y lo combatirá hasta apurar el último recurso. xyxy=(1356,1593,1601,1621)
section-title-entradas: ENTRADAS Y SALIDAS xyxy=(1129,693,1303,709)
article-paragraph: Como verán nuestros lectores por la reseña de la sesión del Ayuntamiento, éste ha acordado dejar de suministrar agua á aquellas casas que se les conceda á condición de que tengan depósito. xyxy=(47,1414,292,1482)
article-paragraph: La banda municipal que dirige D. Juan Guimón ejecutará hoy en el kiosco del Boulevard, á las nueve de la noche. xyxy=(1094,550,1339,591)
article-paragraph: Desde hoy se comenzará á regar las calles y paseos con los carros que para dicho objeto posee el Ayuntamiento. xyxy=(309,348,554,389)
article-paragraph: Por la guardia civil del Antiguo de Santander ha sido detenido, por lo mismo y sospechoso, un individuo llamado Francisco Gonzalez Pérez, domiciliado en Valladolid y vecino de San Sebastián. xyxy=(571,452,815,519)
article-paragraph: Las mujeres y los niños se salvaron milagrosamente, siendo sacados por las ventanas en medio del pavor que se apoderó de ellas. xyxy=(309,634,554,688)
article-paragraph: Y si se me pide un caso, citaré, por ejemplo, el de la cuestión religiosa. xyxy=(1356,1125,1601,1153)
article-paragraph: También se ha acordado que las aguas quedan sin curso en los lavaderos públicos desde las seis y media de la noche hasta las cuatro de la madrugada. xyxy=(47,1482,292,1536)
article-paragraph: Pronto publicará el «Boletín Oficial» de la provincia, el anuncio relativo á la subasta de las obras que han de efectuarse para la conducción de las aguas del Añarbe, á esta ciudad. xyxy=(571,603,815,671)
article-paragraph: Los forasteros comienzan á fijarse en todo y no en vano. xyxy=(832,1242,1077,1271)
article-paragraph: A este último como retiro. xyxy=(844,1114,994,1129)
ornament: ~~~~ xyxy=(937,1649,972,1661)
article-paragraph: Lo peor de las aventuras que podemos correr es la de aislarnos y fiarlo todo á nuestras propias fuerzas. xyxy=(1356,1331,1601,1372)
ornament: ~~~~ xyxy=(676,1973,710,1985)
ornament: ~~~~ xyxy=(676,1364,710,1376)
article-paragraph: Pocas veces, empieza diciendo, he sentido al hablar en las Cámaras la emoción que siento en estos instantes, porque he de tratar de asunto tan grave y triste para España como la guerra de Cuba. xyxy=(1356,491,1601,571)
article-paragraph: En el juzgado municipal de esta ciudad se hicieron ayer los siguientes registros: xyxy=(47,1253,292,1282)
article-paragraph: Dice que en la conducta del gobierno no hay veleidades. xyxy=(1356,231,1601,259)
ornament: ~~~~ xyxy=(152,149,187,161)
article-paragraph: Despedida por la locomotora á gran distancia de la vía, quedó muy mal parada. xyxy=(47,730,292,771)
article-paragraph: Anteayer fué día de tormentas en Logroño y sus alrededores. xyxy=(832,286,1077,315)
article-paragraph: Pero reconocida su necesidad, hube de aceptarlas y darles mi voto, no como ley de circunstancias, sino como satisfacción dada á las exigencias de momentos muy críticos y angustiosos. xyxy=(1356,696,1601,764)
article-paragraph: En la tirada de 5.000 obligaciones de la deuda de la ciudad ha sido adjudicada al dibujante D. Federico González. xyxy=(571,1142,815,1183)
article-paragraph: La pobre niña estaba metida dentro de un cesto, cuya boca aparecía atada con una cuerda. xyxy=(47,983,292,1024)
